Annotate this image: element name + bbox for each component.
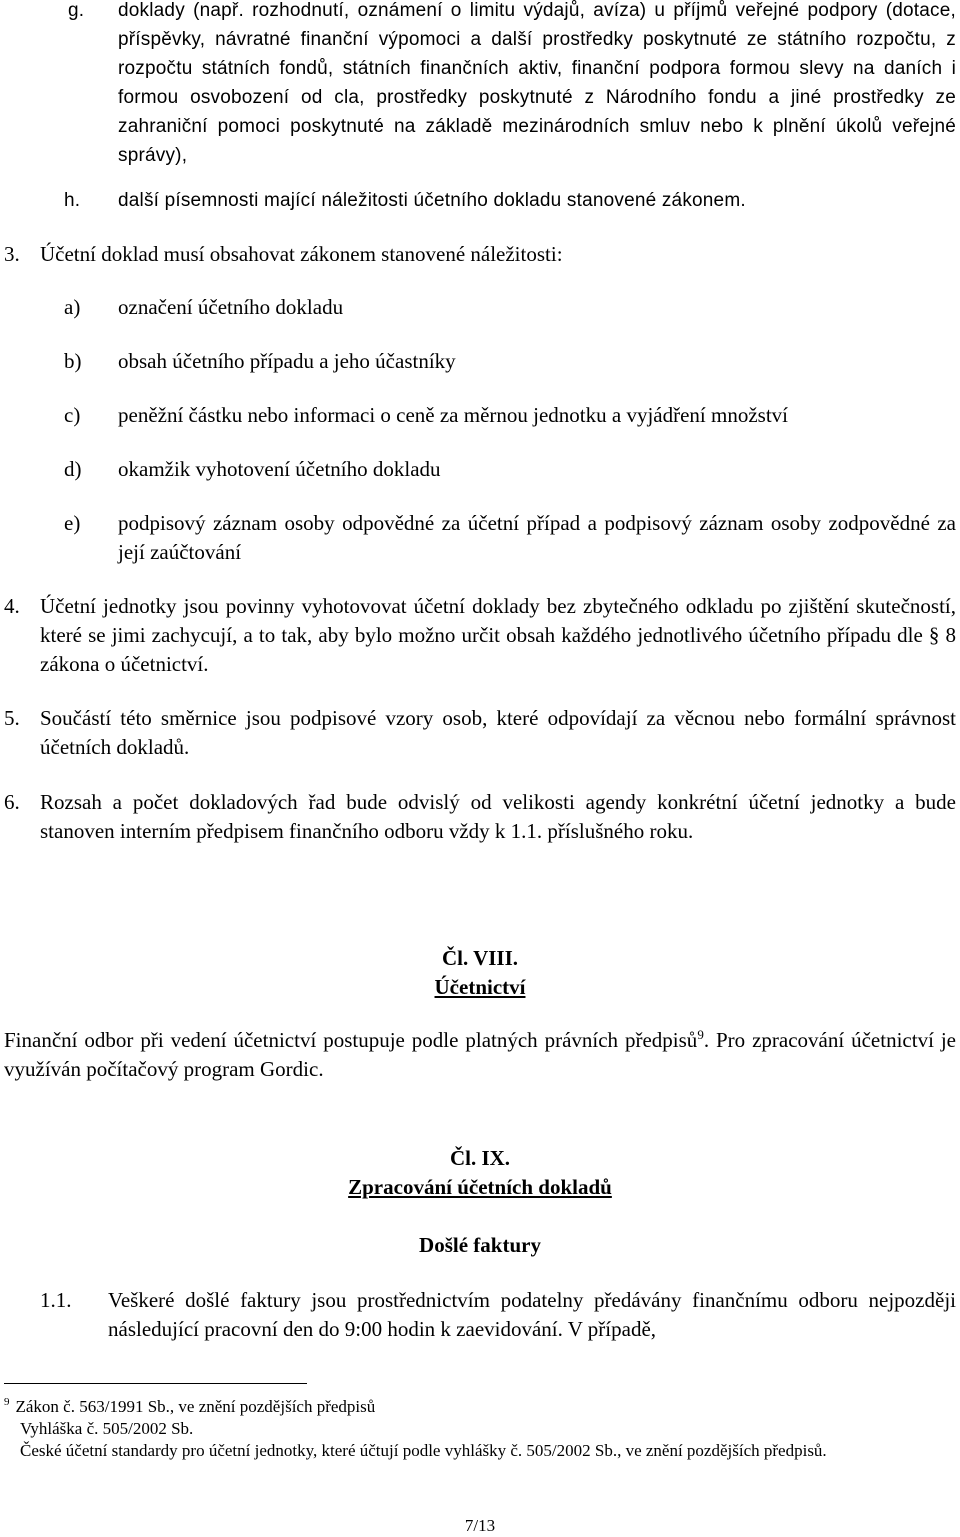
paragraph-3-text: Účetní doklad musí obsahovat zákonem stanovené náležitosti: (40, 242, 563, 266)
article-9-number: Čl. IX. (449, 1146, 511, 1170)
footnote-line-3: České účetní standardy pro účetní jednotky, které účtují podle vyhlášky č. 505/2002 Sb., ve znění pozdějších předpisů. (20, 1441, 827, 1460)
list-marker-h: h. (64, 190, 81, 211)
item-1-1-marker: 1.1. (40, 1288, 72, 1312)
paragraph-3-marker: 3. (4, 242, 20, 266)
list-item-h-text: další písemnosti mající náležitosti účetního dokladu stanovené zákonem. (118, 190, 746, 211)
paragraph-4-marker: 4. (4, 594, 20, 618)
article-8-number: Čl. VIII. (441, 946, 519, 970)
paragraph-5-marker: 5. (4, 706, 20, 730)
article-8-text-rest: . Pro zpracování účetnictví je využíván počítačový program Gordic. (4, 1028, 956, 1081)
footnote-reference: 9 (697, 1027, 704, 1042)
footnote-separator (4, 1383, 307, 1384)
item-e-text: podpisový záznam osoby odpovědné za účetní případ a podpisový záznam osoby zodpovědné za její zaúčtování (118, 511, 956, 564)
item-1-1-text: Veškeré došlé faktury jsou prostřednictvím podatelny předávány finančnímu odboru nejpozději následující pracovní den do 9:00 hodin k zaevidování. V případě, (108, 1288, 956, 1341)
footnote-line-2: Vyhláška č. 505/2002 Sb. (20, 1419, 194, 1438)
item-d-marker: d) (64, 457, 82, 481)
item-e-marker: e) (64, 511, 81, 535)
paragraph-5-text: Součástí této směrnice jsou podpisové vzory osob, které odpovídají za věcnou nebo formální správnost účetních dokladů. (40, 706, 956, 759)
item-a-marker: a) (64, 295, 81, 319)
paragraph-4-text: Účetní jednotky jsou povinny vyhotovovat účetní doklady bez zbytečného odkladu po zjištění skutečností, které se jimi zachycují, a to tak, aby bylo možno určit obsah každého jednotlivého účetního případu dle § 8 zákona o účetnictví. (40, 594, 956, 676)
article-8-title: Účetnictví (434, 975, 526, 999)
article-8-text-main: Finanční odbor při vedení účetnictví postupuje podle platných právních předpisů (4, 1028, 698, 1052)
footnote-marker: 9 (4, 1396, 10, 1408)
article-8-text (4, 1026, 956, 1084)
list-item-g-text: doklady (např. rozhodnutí, oznámení o limitu výdajů, avíza) u příjmů veřejné podpory (dotace, příspěvky, návratné finanční výpomoci a další prostředky poskytnuté ze státního rozpočtu, z rozpočtu státních fondů, státních finančních aktiv, finanční podpora formou slevy na daních i formou osvobození od cla, prostředky poskytnuté z Národního fondu a jiné prostředky ze zahraniční pomoci poskytnuté na základě mezinárodních smluv nebo k plnění úkolů veřejné správy), (118, 0, 956, 166)
item-b-text: obsah účetního případu a jeho účastníky (118, 349, 456, 373)
list-marker-g: g. (68, 0, 85, 21)
item-d-text: okamžik vyhotovení účetního dokladu (118, 457, 441, 481)
footnote-line-1 (4, 1396, 956, 1418)
item-a-text: označení účetního dokladu (118, 295, 344, 319)
paragraph-6-text: Rozsah a počet dokladových řad bude odvislý od velikosti agendy konkrétní účetní jednotky a bude stanoven interním předpisem finančního odboru vždy k 1.1. příslušného roku. (40, 790, 956, 843)
article-9-title: Zpracování účetních dokladů (348, 1175, 612, 1199)
item-c-text: peněžní částku nebo informaci o ceně za měrnou jednotku a vyjádření množství (118, 403, 789, 427)
page-number: 7/13 (464, 1516, 496, 1535)
footnote (4, 1396, 956, 1462)
paragraph-6-marker: 6. (4, 790, 20, 814)
item-b-marker: b) (64, 349, 82, 373)
footnote-text-1: Zákon č. 563/1991 Sb., ve znění pozdějších předpisů (15, 1397, 376, 1416)
article-9-subtitle: Došlé faktury (419, 1233, 541, 1257)
item-c-marker: c) (64, 403, 81, 427)
